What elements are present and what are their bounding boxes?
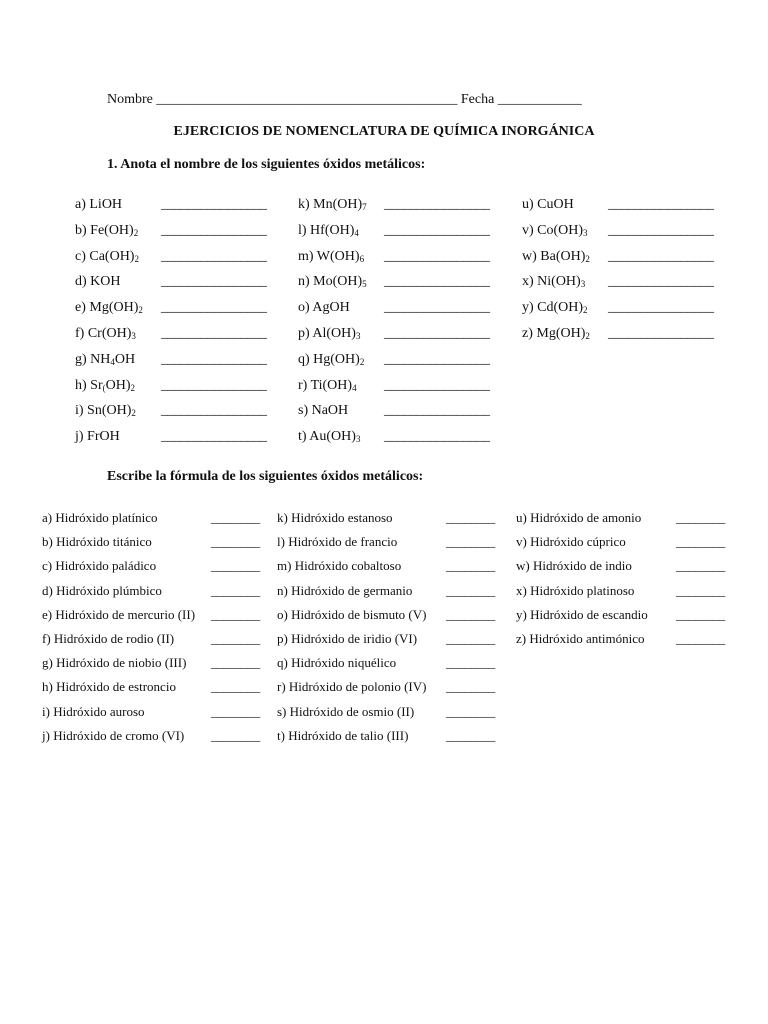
answer-blank[interactable]: ________ <box>446 606 495 622</box>
formula-label: y) $Cd(OH)_2$ <box>522 300 588 316</box>
hydroxide-label: s) Hidróxido de osmio (II) <box>277 703 415 719</box>
answer-blank[interactable]: ________________ <box>384 274 490 290</box>
hydroxide-label: l) Hidróxido de francio <box>277 534 398 550</box>
answer-blank[interactable]: ________ <box>446 655 495 671</box>
answer-blank[interactable]: ________ <box>446 510 495 525</box>
page-title: EJERCICIOS DE NOMENCLATURA DE QUÍMICA INORGÁNICA <box>173 124 595 139</box>
formula-label: l) $Hf(OH)_4$ <box>298 222 359 238</box>
formula-label: n) $Mo(OH)_5$ <box>298 274 367 290</box>
formula-label: d) KOH <box>75 274 121 290</box>
answer-blank[interactable]: ________________ <box>384 325 490 341</box>
answer-blank[interactable]: ________________ <box>608 222 714 238</box>
hydroxide-label: b) Hidróxido titánico <box>42 534 152 550</box>
answer-blank[interactable]: ________________ <box>384 429 490 445</box>
answer-blank[interactable]: ________ <box>211 727 260 743</box>
formula-label: z) $Mg(OH)_2$ <box>522 325 590 341</box>
answer-blank[interactable]: ________________ <box>161 197 267 212</box>
formula-label: v) $Co(OH)_3$ <box>522 222 588 238</box>
hydroxide-label: e) Hidróxido de mercurio (II) <box>42 606 196 622</box>
name-date-line: Nombre ___________________________________________ Fecha ____________ <box>107 92 582 107</box>
answer-blank[interactable]: ________ <box>211 534 260 550</box>
answer-blank[interactable]: ________ <box>211 655 260 671</box>
hydroxide-label: c) Hidróxido paládico <box>42 558 157 574</box>
answer-blank[interactable]: ________ <box>211 606 260 622</box>
hydroxide-label: a) Hidróxido platínico <box>42 510 158 525</box>
hydroxide-label: k) Hidróxido estanoso <box>277 510 393 525</box>
hydroxide-label: t) Hidróxido de talio (III) <box>277 727 409 743</box>
answer-blank[interactable]: ________________ <box>384 300 490 316</box>
hydroxide-label: y) Hidróxido de escandio <box>516 606 648 622</box>
answer-blank[interactable]: ________________ <box>161 403 267 419</box>
answer-blank[interactable]: ________ <box>211 558 260 574</box>
hydroxide-label: g) Hidróxido de niobio (III) <box>42 655 187 671</box>
formula-label: s) NaOH <box>298 403 349 419</box>
formula-label: w) $Ba(OH)_2$ <box>522 248 590 264</box>
hydroxide-label: m) Hidróxido cobaltoso <box>277 558 402 574</box>
formula-label: k) $Mn(OH)_7$ <box>298 197 367 212</box>
hydroxide-label: x) Hidróxido platinoso <box>516 582 635 598</box>
formula-label: c) $Ca(OH)_2$ <box>75 248 139 264</box>
answer-blank[interactable]: ________________ <box>608 248 714 264</box>
answer-blank[interactable]: ________________ <box>161 222 267 238</box>
answer-blank[interactable]: ________ <box>676 534 725 550</box>
answer-blank[interactable]: ________________ <box>384 197 490 212</box>
answer-blank[interactable]: ________ <box>446 558 495 574</box>
answer-blank[interactable]: ________ <box>446 582 495 598</box>
hydroxide-label: j) Hidróxido de cromo (VI) <box>42 727 185 743</box>
hydroxide-label: n) Hidróxido de germanio <box>277 582 413 598</box>
answer-blank[interactable]: ________________ <box>608 274 714 290</box>
hydroxide-label: v) Hidróxido cúprico <box>516 534 626 550</box>
answer-blank[interactable]: ________________ <box>161 377 267 393</box>
answer-blank[interactable]: ________________ <box>384 377 490 393</box>
formula-label: q) $Hg(OH)_2$ <box>298 351 365 367</box>
hydroxide-label: q) Hidróxido niquélico <box>277 655 397 671</box>
answer-blank[interactable]: ________________ <box>608 325 714 341</box>
hydroxide-label: f) Hidróxido de rodio (II) <box>42 630 175 646</box>
answer-blank[interactable]: ________________ <box>161 248 267 264</box>
formula-label: g) $NH_4OH$ <box>75 351 136 367</box>
hydroxide-label: r) Hidróxido de polonio (IV) <box>277 679 427 695</box>
formula-label: r) $Ti(OH)_4$ <box>298 377 357 393</box>
answer-blank[interactable]: ________________ <box>161 429 267 445</box>
answer-blank[interactable]: ________ <box>446 679 495 695</box>
answer-blank[interactable]: ________________ <box>161 325 267 341</box>
formula-label: h) $Sr_(OH)_2$ <box>75 377 136 393</box>
answer-blank[interactable]: ________ <box>211 510 260 525</box>
hydroxide-label: d) Hidróxido plúmbico <box>42 582 162 598</box>
formula-label: j) FrOH <box>75 429 120 445</box>
answer-blank[interactable]: ________ <box>676 606 725 622</box>
formula-label: o) AgOH <box>298 300 350 316</box>
hydroxide-label: z) Hidróxido antimónico <box>516 630 645 646</box>
formula-label: u) CuOH <box>522 197 574 212</box>
hydroxide-label: h) Hidróxido de estroncio <box>42 679 176 695</box>
answer-blank[interactable]: ________ <box>676 510 725 525</box>
formula-label: f) $Cr(OH)_3$ <box>75 325 136 341</box>
answer-blank[interactable]: ________________ <box>161 300 267 316</box>
answer-blank[interactable]: ________ <box>446 703 495 719</box>
answer-blank[interactable]: ________ <box>211 679 260 695</box>
formula-label: p) $Al(OH)_3$ <box>298 325 361 341</box>
answer-blank[interactable]: ________________ <box>608 197 714 212</box>
answer-blank[interactable]: ________ <box>676 558 725 574</box>
hydroxide-label: w) Hidróxido de indio <box>516 558 632 574</box>
answer-blank[interactable]: ________ <box>446 534 495 550</box>
answer-blank[interactable]: ________ <box>211 582 260 598</box>
answer-blank[interactable]: ________ <box>676 630 725 646</box>
hydroxide-label: p) Hidróxido de iridio (VI) <box>277 630 418 646</box>
answer-blank[interactable]: ________________ <box>384 222 490 238</box>
formula-label: x) $Ni(OH)_3$ <box>522 274 586 290</box>
section1-heading: 1. Anota el nombre de los siguientes óxidos metálicos: <box>107 157 426 172</box>
formula-label: t) $Au(OH)_3$ <box>298 429 361 445</box>
answer-blank[interactable]: ________________ <box>384 248 490 264</box>
formula-label: e) $Mg(OH)_2$ <box>75 300 143 316</box>
section2-heading: Escribe la fórmula de los siguientes óxidos metálicos: <box>107 469 424 484</box>
answer-blank[interactable]: ________ <box>211 703 260 719</box>
answer-blank[interactable]: ________________ <box>384 403 490 419</box>
answer-blank[interactable]: ________ <box>676 582 725 598</box>
answer-blank[interactable]: ________ <box>446 630 495 646</box>
formula-label: b) $Fe(OH)_2$ <box>75 222 139 238</box>
answer-blank[interactable]: ________________ <box>161 351 267 367</box>
answer-blank[interactable]: ________________ <box>161 274 267 290</box>
answer-blank[interactable]: ________________ <box>384 351 490 367</box>
hydroxide-label: o) Hidróxido de bismuto (V) <box>277 606 427 622</box>
answer-blank[interactable]: ________ <box>446 727 495 743</box>
answer-blank[interactable]: ________ <box>211 630 260 646</box>
answer-blank[interactable]: ________________ <box>608 300 714 316</box>
hydroxide-label: i) Hidróxido auroso <box>42 703 145 719</box>
hydroxide-label: u) Hidróxido de amonio <box>516 510 642 525</box>
formula-label: m) $W(OH)_6$ <box>298 248 365 264</box>
formula-label: a) LiOH <box>75 197 123 212</box>
formula-label: i) $Sn(OH)_2$ <box>75 403 136 419</box>
